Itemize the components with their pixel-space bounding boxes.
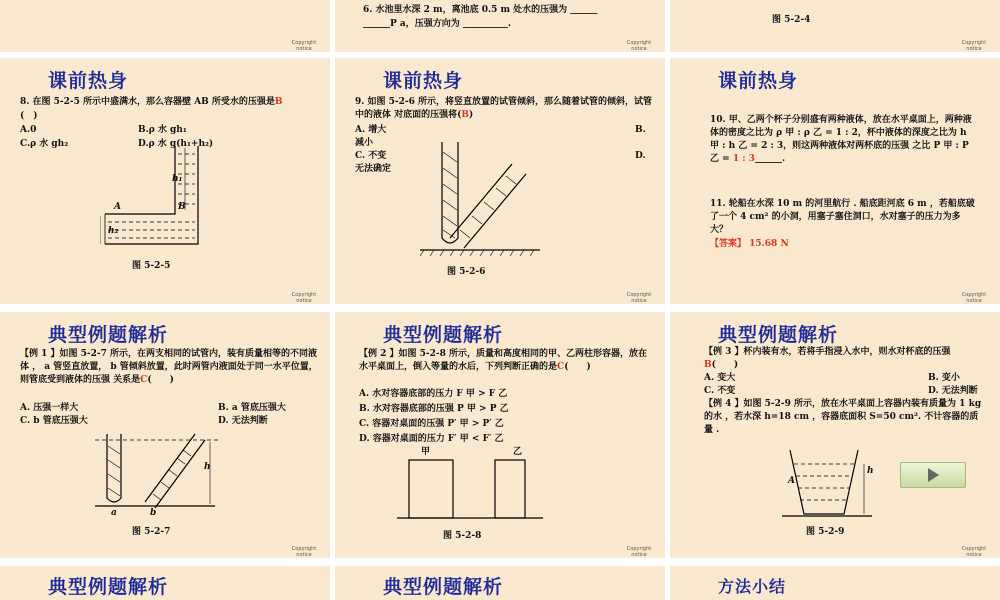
label-h: h [204, 462, 211, 472]
option-c: C. b 管底压强大 [20, 416, 88, 426]
example-4: 【例 4 】如图 5-2-9 所示，放在水平桌面上容器内装有质量为 1 kg 的水 ，若水深 h=18 cm ，容器底面积 S=50 cm². 不计容器的质量 . [704, 399, 982, 435]
container-figure [100, 144, 220, 254]
slide-title: 典型例题解析 [383, 324, 504, 346]
containers-figure [395, 452, 545, 522]
slide-5[interactable] [335, 58, 665, 304]
question-paren: ) [469, 110, 474, 120]
option-c: C. 不变 [355, 151, 387, 161]
figure-caption: 图 5-2-5 [132, 261, 171, 271]
figure-caption: 图 5-2-8 [443, 531, 482, 541]
slide-title: 方法小结 [718, 577, 787, 596]
question-8 [20, 96, 320, 109]
option-d-text: 无法确定 [355, 164, 392, 174]
figure-caption: 图 5-2-7 [132, 527, 171, 537]
option-d: D. 无法判断 [928, 386, 978, 396]
example-text: 【例 2 】如图 5-2-8 所示，质量和高度相同的甲、乙两柱形容器，放在 水平桌面上，倒入等量的水后，下列判断正确的是 [359, 349, 648, 372]
slide-3[interactable] [670, 0, 1000, 52]
answer-mark: 1 : 3 [732, 154, 755, 164]
slide-6[interactable] [670, 58, 1000, 304]
publisher-logo: Copyright notice [626, 292, 652, 304]
publisher-logo: Copyright notice [291, 546, 317, 558]
label-jia: 甲 [421, 447, 431, 457]
publisher-logo: Copyright notice [961, 546, 987, 558]
question-text: 10. 甲、乙两个杯子分别盛有两种液体，放在水平桌面上，两种液体的密度之比为 ρ 甲 : ρ 乙 = 1 : 2，杯中液体的深度之比为 h 甲 : h 乙 = 2 : 3，则这两种液体对两杯底的压强 之比 P 甲 : P 乙 = [710, 115, 972, 164]
slide-title: 典型例题解析 [718, 324, 839, 346]
example-3 [704, 346, 984, 372]
option-a: A.0 [20, 125, 37, 135]
question-6-line2: ______P a，压强方向为 __________. [363, 19, 511, 29]
slide-title: 课前热身 [718, 70, 799, 92]
slide-8[interactable] [335, 312, 665, 558]
question-9 [355, 96, 655, 122]
answer-mark: B [461, 110, 470, 120]
slide-title: 课前热身 [383, 70, 464, 92]
question-text: 8. 在图 5-2-5 所示中盛满水，那么容器壁 AB 所受水的压强是 [20, 97, 275, 107]
slide-11[interactable] [335, 566, 665, 600]
publisher-logo: Copyright notice [626, 546, 652, 558]
example-1 [20, 348, 320, 387]
answer-mark: C [140, 375, 148, 385]
option-c: C. 不变 [704, 386, 736, 396]
option-b: B. 水对容器底部的压强 P 甲 > P 乙 [359, 404, 509, 414]
option-c: C.ρ 水 gh₂ [20, 139, 69, 149]
slide-title: 典型例题解析 [383, 576, 504, 598]
publisher-logo: Copyright notice [961, 292, 987, 304]
option-b: B.ρ 水 gh₁ [138, 125, 187, 135]
label-b: B [178, 202, 186, 212]
slide-12[interactable] [670, 566, 1000, 600]
option-a: A. 水对容器底部的压力 F 甲 > F 乙 [359, 389, 508, 399]
publisher-logo: Copyright notice [291, 40, 317, 52]
option-a: A. 增大 [355, 125, 387, 135]
option-b: B. 变小 [928, 373, 960, 383]
label-a: A [788, 476, 795, 486]
slide-title: 课前热身 [48, 70, 129, 92]
answer-paren: ( ) [147, 375, 174, 385]
slide-title: 典型例题解析 [48, 324, 169, 346]
question-11: 11. 轮船在水深 10 m 的河里航行 . 船底距河底 6 m ，若船底破了一个 4 cm² 的小洞，用塞子塞住洞口，水对塞子的压力为多大？ [710, 199, 975, 235]
play-icon [928, 468, 939, 482]
answer-paren: ( ) [711, 360, 739, 370]
slide-9[interactable] [670, 312, 1000, 558]
play-button[interactable] [900, 462, 966, 488]
option-b: B. [635, 125, 646, 135]
answer-mark: B [704, 360, 712, 370]
figure-caption: 图 5-2-9 [806, 527, 845, 537]
slide-2[interactable] [335, 0, 665, 52]
label-h2: h₂ [108, 226, 119, 236]
option-a: A. 变大 [704, 373, 736, 383]
option-b: B. a 管底压强大 [218, 403, 286, 413]
slide-1[interactable] [0, 0, 330, 52]
answer-mark: B [274, 97, 283, 107]
answer-paren: ( ) [564, 362, 591, 372]
label-a: A [114, 202, 121, 212]
label-yi: 乙 [513, 447, 523, 457]
option-c: C. 容器对桌面的压强 P′ 甲 > P′ 乙 [359, 419, 504, 429]
option-b-text: 减小 [355, 138, 374, 148]
example-text: 【例 3 】杯内装有水，若将手指浸入水中，则水对杯底的压强 [704, 347, 951, 357]
example-2 [359, 348, 655, 374]
answer-mark: C [557, 362, 565, 372]
figure-caption: 图 5-2-4 [772, 15, 811, 25]
option-d: D. 无法判断 [218, 416, 268, 426]
tube-figure [420, 138, 540, 258]
label-a: a [111, 508, 117, 518]
answer-11: 【答案】 15.68 N [710, 239, 789, 249]
option-a: A. 压强一样大 [20, 403, 79, 413]
option-d: D. [635, 151, 646, 161]
option-d: D. 容器对桌面的压力 F′ 甲 < F′ 乙 [359, 434, 504, 444]
slide-title: 典型例题解析 [48, 576, 169, 598]
label-b: b [150, 508, 157, 518]
question-text: 9. 如图 5-2-6 所示，将竖直放置的试管倾斜，那么随着试管的倾斜，试管中的液体 对底面的压强将( [355, 97, 653, 120]
example-text: 【例 1 】如图 5-2-7 所示，在两支相同的试管内，装有质量相等的不同液体 ， a 管竖直放置， b 管倾斜放置，此时两管内液面处于同一水平位置，则管底受到液体的压强 关系是 [20, 349, 318, 385]
answer-blank: ______. [754, 154, 786, 164]
option-d: D.ρ 水 g(h₁+h₂) [138, 139, 214, 149]
slide-4[interactable] [0, 58, 330, 304]
label-h1: h₁ [172, 174, 183, 184]
publisher-logo: Copyright notice [961, 40, 987, 52]
label-h: h [867, 466, 874, 476]
question-10 [710, 114, 978, 166]
publisher-logo: Copyright notice [626, 40, 652, 52]
question-6-line1: 6. 水池里水深 2 m，离池底 0.5 m 处水的压强为 ______ [363, 5, 598, 15]
publisher-logo: Copyright notice [291, 292, 317, 304]
answer-paren: ( ) [20, 111, 38, 121]
slide-7[interactable] [0, 312, 330, 558]
cup-figure [782, 444, 882, 524]
figure-caption: 图 5-2-6 [447, 267, 486, 277]
slide-10[interactable] [0, 566, 330, 600]
